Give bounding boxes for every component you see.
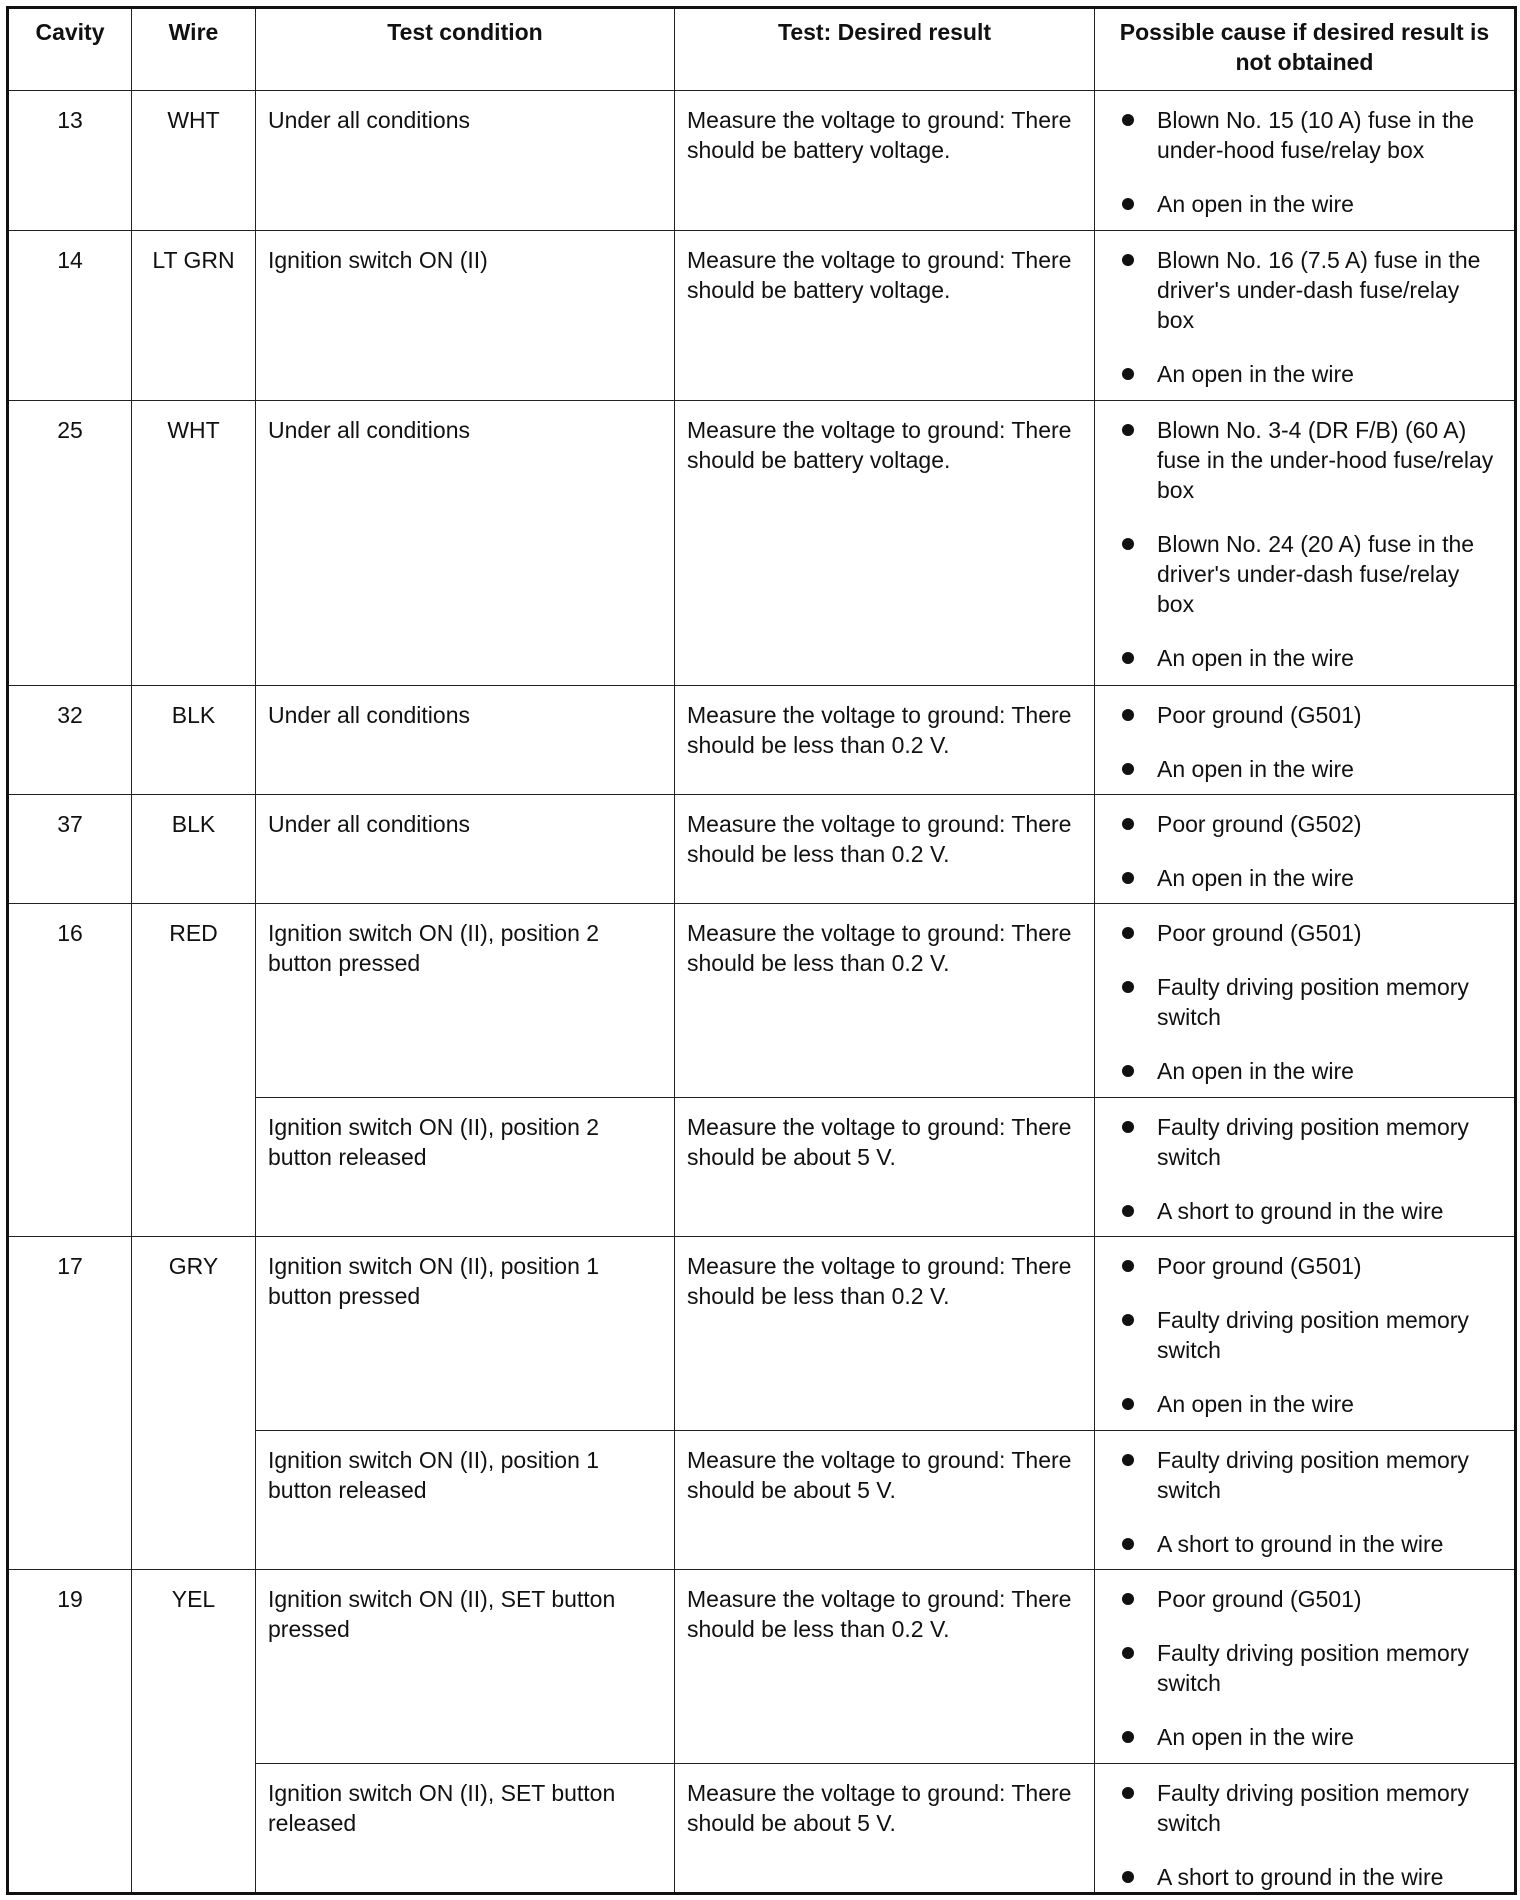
- table-row: [8, 795, 1516, 904]
- cause-list: [1107, 245, 1504, 389]
- bullet-icon: [1122, 254, 1134, 266]
- cavity-cell: 37: [8, 795, 132, 904]
- bullet-icon: [1122, 1647, 1134, 1659]
- cause-list: [1107, 700, 1504, 784]
- test-condition-cell: Ignition switch ON (II), SET button released: [256, 1764, 675, 1894]
- desired-result-cell: Measure the voltage to ground: There should be less than 0.2 V.: [675, 795, 1095, 904]
- desired-result-cell: Measure the voltage to ground: There should be about 5 V.: [675, 1431, 1095, 1570]
- cause-text: Faulty driving position memory switch: [1157, 1307, 1469, 1363]
- bullet-icon: [1122, 1065, 1134, 1077]
- possible-cause-cell: [1095, 1431, 1516, 1570]
- test-condition-cell: Ignition switch ON (II), position 1 button pressed: [256, 1237, 675, 1431]
- cause-item: [1107, 1445, 1504, 1505]
- cause-item: [1107, 700, 1504, 730]
- cause-item: [1107, 1862, 1504, 1892]
- possible-cause-cell: [1095, 401, 1516, 686]
- table-row: [8, 231, 1516, 401]
- cause-text: A short to ground in the wire: [1157, 1531, 1444, 1557]
- cause-text: Poor ground (G501): [1157, 1253, 1362, 1279]
- wire-header: Wire: [132, 8, 256, 91]
- bullet-icon: [1122, 114, 1134, 126]
- cause-item: [1107, 1251, 1504, 1281]
- bullet-icon: [1122, 198, 1134, 210]
- cause-list: [1107, 1445, 1504, 1559]
- test-condition-cell: Under all conditions: [256, 401, 675, 686]
- cause-text: Faulty driving position memory switch: [1157, 1640, 1469, 1696]
- cause-item: [1107, 1389, 1504, 1419]
- cause-item: [1107, 1305, 1504, 1365]
- cause-item: [1107, 1722, 1504, 1752]
- bullet-icon: [1122, 872, 1134, 884]
- table-row: [8, 686, 1516, 795]
- cause-item: [1107, 1196, 1504, 1226]
- cause-list: [1107, 415, 1504, 673]
- cause-item: [1107, 359, 1504, 389]
- header-row: [8, 8, 1516, 91]
- bullet-icon: [1122, 538, 1134, 550]
- cause-text: An open in the wire: [1157, 756, 1354, 782]
- bullet-icon: [1122, 424, 1134, 436]
- connector-test-table: [6, 6, 1517, 1895]
- bullet-icon: [1122, 1121, 1134, 1133]
- cause-item: [1107, 1529, 1504, 1559]
- cause-item: [1107, 189, 1504, 219]
- wire-cell: WHT: [132, 91, 256, 231]
- desired-result-cell: Measure the voltage to ground: There should be less than 0.2 V.: [675, 904, 1095, 1098]
- cause-list: [1107, 1251, 1504, 1419]
- cavity-header: Cavity: [8, 8, 132, 91]
- cause-text: An open in the wire: [1157, 191, 1354, 217]
- cavity-cell: 13: [8, 91, 132, 231]
- cavity-cell: 16: [8, 904, 132, 1237]
- desired-result-header: Test: Desired result: [675, 8, 1095, 91]
- desired-result-cell: Measure the voltage to ground: There should be about 5 V.: [675, 1764, 1095, 1894]
- desired-result-cell: Measure the voltage to ground: There should be battery voltage.: [675, 91, 1095, 231]
- cavity-cell: 17: [8, 1237, 132, 1570]
- bullet-icon: [1122, 1205, 1134, 1217]
- cause-text: Faulty driving position memory switch: [1157, 1114, 1469, 1170]
- wire-cell: RED: [132, 904, 256, 1237]
- cause-item: [1107, 643, 1504, 673]
- table-row: [8, 401, 1516, 686]
- cause-text: An open in the wire: [1157, 361, 1354, 387]
- cause-text: Poor ground (G501): [1157, 1586, 1362, 1612]
- wire-cell: BLK: [132, 686, 256, 795]
- cause-item: [1107, 1584, 1504, 1614]
- test-condition-cell: Ignition switch ON (II): [256, 231, 675, 401]
- bullet-icon: [1122, 1454, 1134, 1466]
- cause-item: [1107, 415, 1504, 505]
- desired-result-cell: Measure the voltage to ground: There should be battery voltage.: [675, 231, 1095, 401]
- test-condition-header: Test condition: [256, 8, 675, 91]
- cause-text: An open in the wire: [1157, 1058, 1354, 1084]
- cause-item: [1107, 245, 1504, 335]
- cause-list: [1107, 809, 1504, 893]
- cause-text: Blown No. 16 (7.5 A) fuse in the driver's under-dash fuse/relay box: [1157, 247, 1481, 333]
- desired-result-cell: Measure the voltage to ground: There should be less than 0.2 V.: [675, 1570, 1095, 1764]
- cause-item: [1107, 1056, 1504, 1086]
- bullet-icon: [1122, 981, 1134, 993]
- bullet-icon: [1122, 652, 1134, 664]
- cause-text: Faulty driving position memory switch: [1157, 1447, 1469, 1503]
- wire-cell: WHT: [132, 401, 256, 686]
- cause-text: Poor ground (G501): [1157, 920, 1362, 946]
- cause-text: Faulty driving position memory switch: [1157, 1780, 1469, 1836]
- cause-item: [1107, 105, 1504, 165]
- cause-list: [1107, 1584, 1504, 1752]
- wire-cell: GRY: [132, 1237, 256, 1570]
- cause-text: Poor ground (G502): [1157, 811, 1362, 837]
- cause-text: An open in the wire: [1157, 1391, 1354, 1417]
- bullet-icon: [1122, 1593, 1134, 1605]
- possible-cause-cell: [1095, 1570, 1516, 1764]
- bullet-icon: [1122, 1871, 1134, 1883]
- cavity-cell: 32: [8, 686, 132, 795]
- possible-cause-cell: [1095, 686, 1516, 795]
- bullet-icon: [1122, 709, 1134, 721]
- bullet-icon: [1122, 1314, 1134, 1326]
- possible-cause-cell: [1095, 795, 1516, 904]
- desired-result-cell: Measure the voltage to ground: There should be battery voltage.: [675, 401, 1095, 686]
- table-row: [8, 91, 1516, 231]
- cause-list: [1107, 918, 1504, 1086]
- cause-text: A short to ground in the wire: [1157, 1198, 1444, 1224]
- cause-item: [1107, 1112, 1504, 1172]
- cause-text: Faulty driving position memory switch: [1157, 974, 1469, 1030]
- bullet-icon: [1122, 368, 1134, 380]
- desired-result-cell: Measure the voltage to ground: There should be less than 0.2 V.: [675, 1237, 1095, 1431]
- table-row: [8, 1237, 1516, 1431]
- test-condition-cell: Ignition switch ON (II), SET button pressed: [256, 1570, 675, 1764]
- cavity-cell: 14: [8, 231, 132, 401]
- wire-cell: LT GRN: [132, 231, 256, 401]
- possible-cause-cell: [1095, 1098, 1516, 1237]
- cause-item: [1107, 972, 1504, 1032]
- cause-text: An open in the wire: [1157, 645, 1354, 671]
- possible-cause-header: Possible cause if desired result is not obtained: [1095, 8, 1516, 91]
- cause-item: [1107, 918, 1504, 948]
- cause-text: Poor ground (G501): [1157, 702, 1362, 728]
- bullet-icon: [1122, 927, 1134, 939]
- test-condition-cell: Ignition switch ON (II), position 2 button released: [256, 1098, 675, 1237]
- cavity-cell: 19: [8, 1570, 132, 1894]
- possible-cause-cell: [1095, 91, 1516, 231]
- cause-item: [1107, 1638, 1504, 1698]
- possible-cause-cell: [1095, 231, 1516, 401]
- cause-list: [1107, 1778, 1504, 1892]
- table-row: [8, 904, 1516, 1098]
- bullet-icon: [1122, 1731, 1134, 1743]
- cause-list: [1107, 105, 1504, 219]
- test-condition-cell: Ignition switch ON (II), position 2 button pressed: [256, 904, 675, 1098]
- cause-item: [1107, 863, 1504, 893]
- test-condition-cell: Under all conditions: [256, 686, 675, 795]
- test-condition-cell: Ignition switch ON (II), position 1 button released: [256, 1431, 675, 1570]
- possible-cause-cell: [1095, 904, 1516, 1098]
- cause-item: [1107, 754, 1504, 784]
- desired-result-cell: Measure the voltage to ground: There should be less than 0.2 V.: [675, 686, 1095, 795]
- test-condition-cell: Under all conditions: [256, 795, 675, 904]
- cause-text: Blown No. 24 (20 A) fuse in the driver's under-dash fuse/relay box: [1157, 531, 1475, 617]
- wire-cell: BLK: [132, 795, 256, 904]
- cause-text: An open in the wire: [1157, 865, 1354, 891]
- cause-text: Blown No. 15 (10 A) fuse in the under-hood fuse/relay box: [1157, 107, 1475, 163]
- bullet-icon: [1122, 1398, 1134, 1410]
- cause-text: A short to ground in the wire: [1157, 1864, 1444, 1890]
- desired-result-cell: Measure the voltage to ground: There should be about 5 V.: [675, 1098, 1095, 1237]
- bullet-icon: [1122, 1538, 1134, 1550]
- wire-cell: YEL: [132, 1570, 256, 1894]
- table-row: [8, 1570, 1516, 1764]
- cause-text: Blown No. 3-4 (DR F/B) (60 A) fuse in the under-hood fuse/relay box: [1157, 417, 1494, 503]
- cavity-cell: 25: [8, 401, 132, 686]
- cause-text: An open in the wire: [1157, 1724, 1354, 1750]
- cause-item: [1107, 809, 1504, 839]
- bullet-icon: [1122, 763, 1134, 775]
- bullet-icon: [1122, 818, 1134, 830]
- bullet-icon: [1122, 1787, 1134, 1799]
- possible-cause-cell: [1095, 1764, 1516, 1894]
- cause-item: [1107, 529, 1504, 619]
- test-condition-cell: Under all conditions: [256, 91, 675, 231]
- possible-cause-cell: [1095, 1237, 1516, 1431]
- bullet-icon: [1122, 1260, 1134, 1272]
- cause-item: [1107, 1778, 1504, 1838]
- cause-list: [1107, 1112, 1504, 1226]
